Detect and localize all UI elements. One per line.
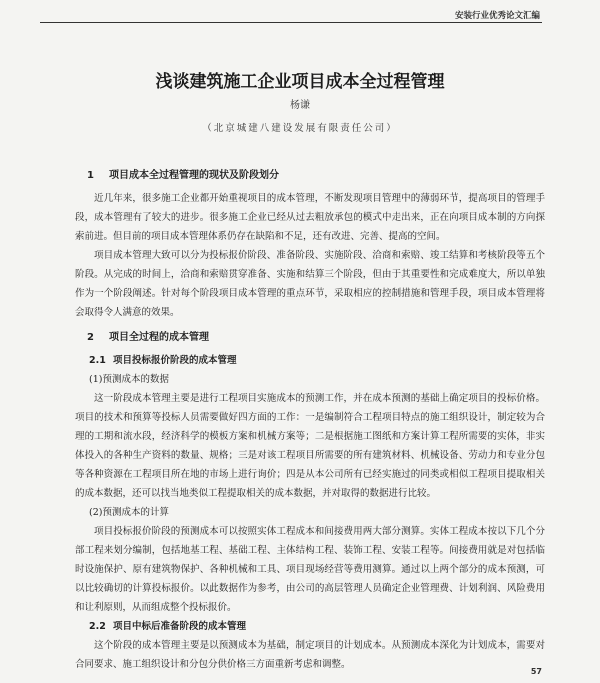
section-title: 项目全过程的成本管理 [109,332,209,343]
subsection-heading-2-1 [75,351,545,370]
subsection-title: 项目中标后准备阶段的成本管理 [113,621,247,632]
item-heading: (2)预测成本的计算 [89,507,169,518]
section-title: 项目成本全过程管理的现状及阶段划分 [109,170,279,181]
page-number: 57 [530,667,542,676]
section-number: 2 [87,332,94,343]
paragraph: 这一阶段成本管理主要是进行工程项目实施成本的预测工作，并在成本预测的基础上确定项目的投标价格。项目的技术和预算等投标人员需要做好四方面的工作：一是编制符合工程项目特点的施工组织设计，制定较为合理的工期和流水段，经济科学的模板方案和机械方案等；二是根据施工图纸和方案计算工程所需要的实体，非实体投入的各种生产资料的数量、规格；三是对该工程项目所需要的所有建筑材料、机械设备、劳动力和专业分包等各种资源在工程项目所在地的市场上进行询价；四是从本公司所有已经实施过的同类或相似工程项目提取相关的成本数据，还可以找当地类似工程提取相关的成本数据，并对取得的数据进行比较。 [75,393,545,499]
subsection-heading-2-2 [75,617,545,636]
header-rule [40,22,542,23]
affiliation: （北京城建八建设发展有限责任公司） [202,123,398,134]
article-title: 浅谈建筑施工企业项目成本全过程管理 [155,72,445,92]
subsection-number: 2.2 [89,621,106,632]
author: 杨谦 [290,100,310,111]
section-heading-2 [75,328,545,347]
section-number: 1 [87,170,94,181]
subsection-number: 2.1 [89,355,106,366]
article-body [75,160,545,674]
paragraph: 近几年来，很多施工企业都开始重视项目的成本管理，不断发现项目管理中的薄弱环节，提高项目的管理手段，成本管理有了较大的进步。很多施工企业已经从过去粗放承包的模式中走出来，正在向项目成本制的方向探索前进。但目前的项目成本管理体系仍存在缺陷和不足，还有改进、完善、提高的空间。 [75,193,545,242]
subsection-title: 项目投标报价阶段的成本管理 [113,355,237,366]
paragraph: 项目投标报价阶段的预测成本可以按照实体工程成本和间接费用两大部分测算。实体工程成本按以下几个分部工程来划分编制，包括地基工程、基础工程、主体结构工程、装饰工程、安装工程等。间接费用就是对包括临时设施保护、原有建筑物保护、各种机械和工具、项目现场经营等费用测算。通过以上两个部分的成本预测，可以比较确切的计算投标报价。以此数据作为参考，由公司的高层管理人员确定企业管理费、计划利润、风险费用和让利原则，从而组成整个投标报价。 [75,526,545,613]
item-heading: (1)预测成本的数据 [89,374,169,385]
section-heading-1 [75,166,545,185]
paragraph: 这个阶段的成本管理主要是以预测成本为基础，制定项目的计划成本。从预测成本深化为计划成本，需要对合同要求、施工组织设计和分包分供价格三方面重新考虑和调整。 [75,640,545,670]
paragraph: 项目成本管理大致可以分为投标报价阶段、准备阶段、实施阶段、洽商和索赔、竣工结算和考核阶段等五个阶段。从完成的时间上，洽商和索赔贯穿准备、实施和结算三个阶段，但由于其重要性和完成难度大，所以单独作为一个阶段阐述。针对每个阶段项目成本管理的重点环节，采取相应的控制措施和管理手段，项目成本管理将会取得令人满意的效果。 [75,250,545,318]
journal-header: 安装行业优秀论文汇编 [454,11,540,21]
